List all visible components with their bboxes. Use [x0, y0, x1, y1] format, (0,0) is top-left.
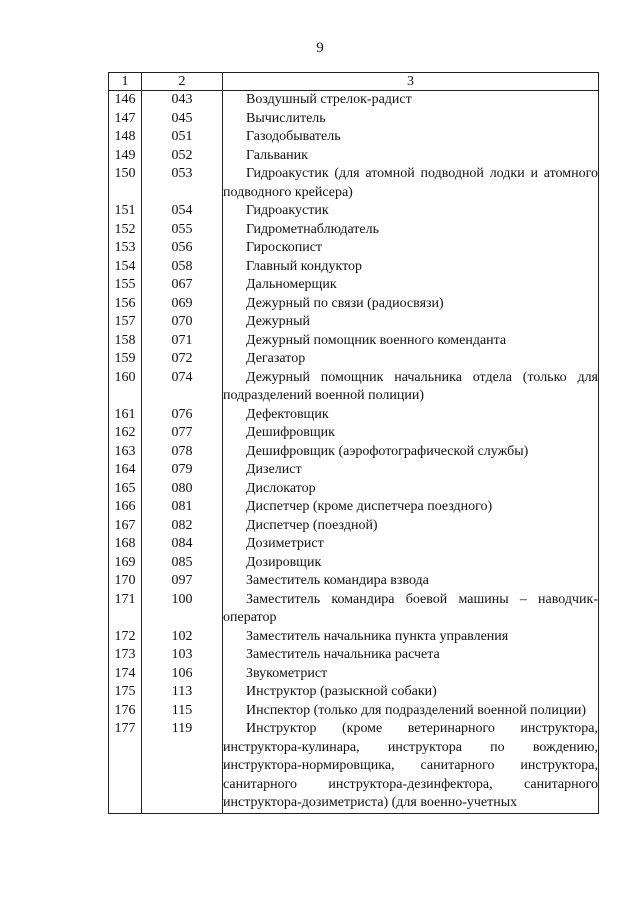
position-code: 054	[142, 202, 223, 221]
row-number: 162	[109, 424, 142, 443]
position-title-cell	[223, 498, 599, 517]
position-code: 043	[142, 91, 223, 110]
row-number: 171	[109, 591, 142, 628]
position-title: Гидроакустик	[246, 203, 329, 218]
position-title: Дежурный помощник начальника отдела (только для подразделений военной полиции)	[223, 369, 598, 403]
positions-table	[108, 72, 599, 814]
position-title: Инспектор (только для подразделений военной полиции)	[246, 702, 587, 718]
position-title-cell	[223, 480, 599, 499]
row-number: 161	[109, 406, 142, 425]
table-row	[109, 110, 599, 129]
position-code: 051	[142, 128, 223, 147]
position-title: Газодобыватель	[246, 129, 341, 144]
position-code: 056	[142, 239, 223, 258]
row-number: 160	[109, 369, 142, 406]
table-header-row	[109, 73, 599, 91]
table-row	[109, 535, 599, 554]
row-number: 154	[109, 258, 142, 277]
table-row	[109, 258, 599, 277]
row-number: 149	[109, 147, 142, 166]
position-title-cell	[223, 424, 599, 443]
position-title-cell	[223, 313, 599, 332]
position-title: Дефектовщик	[246, 406, 329, 422]
position-code: 082	[142, 517, 223, 536]
position-title-cell	[223, 683, 599, 702]
position-code: 119	[142, 720, 223, 813]
position-code: 097	[142, 572, 223, 591]
table-row	[109, 665, 599, 684]
table-row	[109, 147, 599, 166]
position-title-cell	[223, 369, 599, 406]
position-title-cell	[223, 258, 599, 277]
table-row	[109, 313, 599, 332]
position-title-cell	[223, 554, 599, 573]
position-code: 072	[142, 350, 223, 369]
table-row	[109, 276, 599, 295]
row-number: 152	[109, 221, 142, 240]
row-number: 176	[109, 702, 142, 721]
position-title-cell	[223, 443, 599, 462]
row-number: 147	[109, 110, 142, 129]
position-title: Гироскопист	[246, 240, 323, 255]
table-row	[109, 628, 599, 647]
table-row	[109, 591, 599, 628]
table-row	[109, 91, 599, 110]
position-code: 058	[142, 258, 223, 277]
table-row	[109, 517, 599, 536]
row-number: 163	[109, 443, 142, 462]
row-number: 150	[109, 165, 142, 202]
position-title-cell	[223, 535, 599, 554]
table-body	[109, 91, 599, 814]
position-code: 053	[142, 165, 223, 202]
position-title: Дежурный помощник военного коменданта	[246, 332, 507, 348]
column-header-1: 1	[109, 73, 142, 91]
column-header-3: 3	[223, 73, 599, 91]
table-row	[109, 424, 599, 443]
table-row	[109, 128, 599, 147]
row-number: 148	[109, 128, 142, 147]
position-title-cell	[223, 572, 599, 591]
position-title-cell	[223, 91, 599, 110]
page-number: 9	[316, 40, 324, 56]
position-title-cell	[223, 147, 599, 166]
table-row	[109, 221, 599, 240]
position-code: 080	[142, 480, 223, 499]
position-title: Вычислитель	[246, 110, 326, 126]
position-code: 113	[142, 683, 223, 702]
position-title: Дислокатор	[246, 480, 316, 496]
position-code: 077	[142, 424, 223, 443]
row-number: 156	[109, 295, 142, 314]
position-code: 070	[142, 313, 223, 332]
row-number: 174	[109, 665, 142, 684]
row-number: 169	[109, 554, 142, 573]
position-title-cell	[223, 591, 599, 628]
position-title: Гальваник	[246, 147, 308, 163]
position-title-cell	[223, 202, 599, 221]
position-code: 071	[142, 332, 223, 351]
position-title: Дегазатор	[246, 351, 306, 366]
position-code: 055	[142, 221, 223, 240]
position-title: Инструктор (разыскной собаки)	[246, 684, 437, 699]
row-number: 177	[109, 720, 142, 813]
row-number: 165	[109, 480, 142, 499]
row-number: 158	[109, 332, 142, 351]
position-code: 067	[142, 276, 223, 295]
position-title-cell	[223, 165, 599, 202]
position-title-cell	[223, 702, 599, 721]
row-number: 153	[109, 239, 142, 258]
position-title-cell	[223, 332, 599, 351]
position-code: 079	[142, 461, 223, 480]
position-code: 106	[142, 665, 223, 684]
table-row	[109, 369, 599, 406]
table-row	[109, 332, 599, 351]
row-number: 167	[109, 517, 142, 536]
position-title-cell	[223, 517, 599, 536]
position-title-cell	[223, 461, 599, 480]
row-number: 172	[109, 628, 142, 647]
position-title: Звукометрист	[246, 665, 328, 681]
row-number: 170	[109, 572, 142, 591]
column-header-2: 2	[142, 73, 223, 91]
position-title-cell	[223, 110, 599, 129]
table-row	[109, 443, 599, 462]
position-code: 102	[142, 628, 223, 647]
position-code: 076	[142, 406, 223, 425]
table-row	[109, 165, 599, 202]
position-code: 069	[142, 295, 223, 314]
table-row	[109, 480, 599, 499]
position-title-cell	[223, 720, 599, 813]
table-row	[109, 406, 599, 425]
position-title-cell	[223, 128, 599, 147]
position-code: 045	[142, 110, 223, 129]
row-number: 173	[109, 646, 142, 665]
table-row	[109, 646, 599, 665]
position-title: Главный кондуктор	[246, 258, 362, 274]
table-row	[109, 202, 599, 221]
position-title: Дальномерщик	[246, 277, 337, 292]
position-title: Дозиметрист	[246, 536, 324, 551]
row-number: 155	[109, 276, 142, 295]
position-title-cell	[223, 295, 599, 314]
row-number: 168	[109, 535, 142, 554]
row-number: 159	[109, 350, 142, 369]
position-code: 085	[142, 554, 223, 573]
position-title: Диспетчер (кроме диспетчера поездного)	[246, 499, 493, 514]
position-title: Заместитель командира боевой машины – наводчик-оператор	[223, 591, 598, 625]
position-title: Заместитель начальника пункта управления	[246, 628, 509, 644]
position-code: 074	[142, 369, 223, 406]
position-code: 081	[142, 498, 223, 517]
row-number: 151	[109, 202, 142, 221]
table-row	[109, 554, 599, 573]
position-title: Дешифровщик	[246, 425, 335, 440]
row-number: 166	[109, 498, 142, 517]
position-code: 052	[142, 147, 223, 166]
position-code: 084	[142, 535, 223, 554]
row-number: 175	[109, 683, 142, 702]
table-row	[109, 498, 599, 517]
position-title-cell	[223, 665, 599, 684]
table-row	[109, 295, 599, 314]
position-title-cell	[223, 221, 599, 240]
position-title-cell	[223, 239, 599, 258]
position-title-cell	[223, 350, 599, 369]
table-row	[109, 683, 599, 702]
table-row	[109, 572, 599, 591]
position-code: 115	[142, 702, 223, 721]
position-title: Дежурный по связи (радиосвязи)	[246, 295, 444, 311]
position-title: Дизелист	[246, 462, 302, 477]
position-title: Гидрометнаблюдатель	[246, 221, 379, 237]
row-number: 157	[109, 313, 142, 332]
table-row	[109, 702, 599, 721]
position-title-cell	[223, 646, 599, 665]
position-title: Заместитель начальника расчета	[246, 647, 440, 662]
position-code: 103	[142, 646, 223, 665]
table-row	[109, 720, 599, 813]
position-title-cell	[223, 628, 599, 647]
position-title: Дешифровщик (аэрофотографической службы)	[246, 443, 529, 459]
row-number: 164	[109, 461, 142, 480]
position-title: Дежурный	[246, 314, 310, 329]
table-row	[109, 350, 599, 369]
position-title: Гидроакустик (для атомной подводной лодки и атомного подводного крейсера)	[223, 166, 598, 200]
position-title-cell	[223, 276, 599, 295]
position-code: 100	[142, 591, 223, 628]
table-row	[109, 239, 599, 258]
position-title-cell	[223, 406, 599, 425]
position-title: Заместитель командира взвода	[246, 573, 429, 588]
table-row	[109, 461, 599, 480]
position-title: Инструктор (кроме ветеринарного инструктора, инструктора-кулинара, инструктора по вождению, инструктора-нормировщика, санитарного инструктора, санитарного инструктора-дезинфектора, санитарного инструктора-дозиметриста) (для военно-учетных	[223, 721, 598, 810]
position-title: Дозировщик	[246, 554, 322, 570]
position-title: Диспетчер (поездной)	[246, 517, 378, 533]
position-title: Воздушный стрелок-радист	[246, 92, 412, 107]
row-number: 146	[109, 91, 142, 110]
position-code: 078	[142, 443, 223, 462]
